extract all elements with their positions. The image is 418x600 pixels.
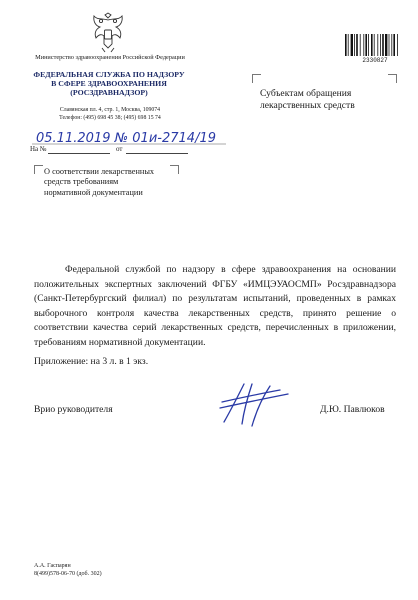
barcode-bar [397, 34, 398, 56]
barcode-bar [356, 34, 358, 56]
barcode-bar [345, 34, 347, 56]
reference-number-label: На № [30, 145, 47, 153]
reference-number-row [30, 145, 210, 157]
agency-name [20, 70, 198, 98]
barcode-bar [385, 34, 387, 56]
reference-date-line [126, 153, 188, 154]
signer-title: Врио руководителя [34, 404, 113, 415]
subject [44, 167, 174, 198]
subject-line: нормативной документации [44, 187, 143, 197]
barcode-bar [363, 34, 364, 56]
address-line: Славянская пл. 4, стр. 1, Москва, 109074 [59, 107, 161, 113]
executor-name: А.А. Гаспарян [34, 563, 71, 569]
handwritten-signature [218, 378, 290, 430]
addressee [260, 88, 400, 112]
addressee-corner-tl [252, 74, 261, 83]
barcode-bar [391, 34, 392, 56]
barcode-bar [368, 34, 369, 56]
subject-line: средств требованиям [44, 177, 119, 187]
barcode-bar [393, 34, 395, 56]
signer-name: Д.Ю. Павлюков [320, 404, 385, 415]
barcode-number: 2330827 [362, 57, 388, 64]
barcode-bar [360, 34, 361, 56]
handwritten-registration-text: 05.11.2019 № 01и-2714/19 [36, 131, 216, 146]
subject-line: О соответствии лекарственных [44, 167, 155, 176]
barcode-bar [374, 34, 375, 56]
appendix-note: Приложение: на 3 л. в 1 экз. [34, 356, 149, 367]
barcode-bar [380, 34, 381, 56]
coat-of-arms-emblem [88, 12, 128, 54]
barcode [344, 34, 406, 56]
barcode-bar [365, 34, 367, 56]
reference-date-label: от [116, 145, 123, 153]
reference-number-line [48, 153, 110, 154]
barcode-bar [377, 34, 378, 56]
phone-line: Телефон: (495) 698 45 38; (495) 698 15 74 [59, 115, 161, 121]
addressee-line: лекарственных средств [260, 100, 355, 111]
addressee-corner-tr [388, 74, 397, 83]
letter-body: Федеральной службой по надзору в сфере здравоохранения на основании положительных экспертных заключений ФГБУ «ИМЦЭУАОСМП» Росздравнадзора (Санкт-Петербургский филиал) по результатам испытаний, проведенных в рамках выборочного контроля качества лекарственных средств, принято решение о соответствии качества серий лекарственных средств, перечисленных в приложении, требованиям нормативной документации. [34, 264, 396, 348]
agency-address [22, 106, 198, 122]
barcode-bar [354, 34, 355, 56]
barcode-bar [351, 34, 353, 56]
barcode-bar [382, 34, 384, 56]
barcode-bar [348, 34, 349, 56]
agency-line: В СФЕРЕ ЗДРАВООХРАНЕНИЯ [51, 79, 167, 89]
agency-line: ФЕДЕРАЛЬНАЯ СЛУЖБА ПО НАДЗОРУ [33, 70, 185, 79]
subject-corner-tl [34, 165, 43, 174]
addressee-line: Субъектам обращения [260, 88, 352, 99]
agency-line: (РОСЗДРАВНАДЗОР) [70, 88, 148, 98]
executor-phone: 8(499)578-06-70 (доб. 302) [34, 571, 102, 577]
barcode-bar [371, 34, 373, 56]
ministry-name: Министерство здравоохранения Российской Федерации [35, 54, 185, 61]
executor-info [34, 562, 102, 578]
barcode-bar [389, 34, 390, 56]
